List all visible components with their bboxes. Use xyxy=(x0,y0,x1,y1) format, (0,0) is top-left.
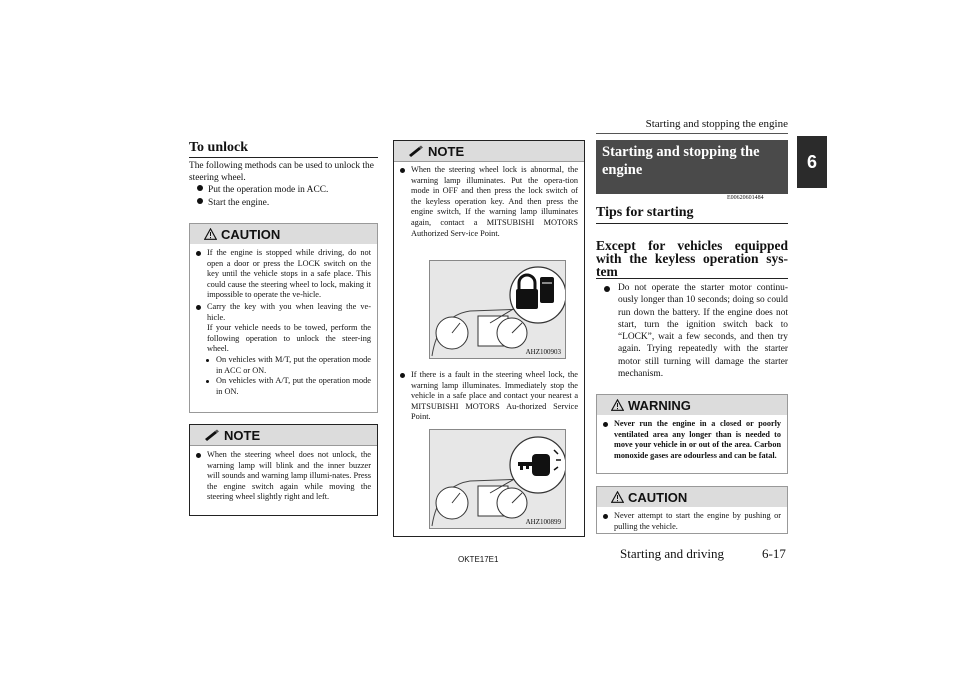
illustration-code: AHZ100899 xyxy=(525,518,561,526)
pencil-note-icon xyxy=(204,429,220,441)
running-header: Starting and stopping the engine xyxy=(645,118,788,130)
list-item: If there is a fault in the steering wheel lock, the warning lamp illuminates. Immediately stop the vehicle in a safe place and contact your nearest a MITSUBISHI MOTORS Au-thorized Service Point. xyxy=(400,370,578,423)
col1-intro xyxy=(189,160,379,209)
banner-code: E00620601484 xyxy=(727,195,764,201)
warning-triangle-icon xyxy=(611,491,624,503)
caution-box xyxy=(189,223,378,413)
sub-item: On vehicles with A/T, put the operation mode in ON. xyxy=(196,376,371,397)
bullet-item: Put the operation mode in ACC. xyxy=(189,184,379,196)
heading-except-keyless: Except for vehicles equipped with the keyless operation sys-tem xyxy=(596,238,788,279)
instrument-cluster-lock-icon xyxy=(430,261,565,358)
illustration-code: AHZ100903 xyxy=(525,348,561,356)
list-item: Carry the key with you when leaving the ve-hicle. If your vehicle needs to be towed, perform the following operation to unlock the steer-ing wheel. On vehicles with M/T, put the operation mode in ACC or ON. On vehicles with A/T, put the operation mode in ON. xyxy=(196,302,371,397)
caution-body xyxy=(597,507,787,537)
intro-text: The following methods can be used to unlock the steering wheel. xyxy=(189,161,374,184)
sub-item: On vehicles with M/T, put the operation mode in ACC or ON. xyxy=(196,355,371,376)
section-banner: Starting and stopping the engine xyxy=(596,140,788,194)
bullet-icon xyxy=(197,185,203,191)
caution-header: CAUTION xyxy=(597,487,787,507)
dashboard-key-illustration xyxy=(429,429,566,529)
list-item: Do not operate the starter motor continu-ously longer than 10 seconds; doing so could run down the battery. If the engine does not start, turn the ignition switch back to “LOCK”, wait a few seconds, and then try again. Trying repeatedly with the starter motor still turning will damage the starter mechanism. xyxy=(604,282,788,380)
instrument-cluster-key-icon xyxy=(430,430,565,528)
footer-section: Starting and driving xyxy=(620,546,724,561)
header-rule xyxy=(596,133,788,134)
bullet-icon xyxy=(604,286,610,292)
warning-triangle-icon xyxy=(204,228,217,240)
warning-header: WARNING xyxy=(597,395,787,415)
heading-tips-for-starting: Tips for starting xyxy=(596,205,788,224)
caution-body xyxy=(190,244,377,402)
warning-triangle-icon xyxy=(611,399,624,411)
caution-header: CAUTION xyxy=(190,224,377,244)
note-body-2 xyxy=(394,366,584,428)
note-body xyxy=(394,162,584,244)
warning-box xyxy=(596,394,788,474)
list-item: When the steering wheel lock is abnormal, the warning lamp illuminates. Put the opera-tion mode in OFF and then press the lock switch of the keyless operation key. And then press the engine switch, If the warning lamp illuminates again, contact a MITSUBISHI MOTORS Authorized Serv-ice Point. xyxy=(400,165,578,239)
warning-body xyxy=(597,415,787,466)
list-item: Never attempt to start the engine by pushing or pulling the vehicle. xyxy=(603,511,781,532)
note-body xyxy=(190,446,377,508)
page-number: 6-17 xyxy=(762,546,786,561)
bullet-item: Start the engine. xyxy=(189,197,379,209)
section-title-to-unlock: To unlock xyxy=(189,140,378,158)
list-item: Never run the engine in a closed or poorly ventilated area any longer than is needed to move your vehicle in or out of the area. Carbon monoxide gases are odourless and can be fatal. xyxy=(603,419,781,461)
list-item: If the engine is stopped while driving, do not open a door or press the LOCK switch on the key until the vehicle stops in a safe place. This could cause the steering wheel to lock, making it impossible to operate the ve-hicle. xyxy=(196,248,371,301)
bullet-icon xyxy=(197,198,203,204)
pencil-note-icon xyxy=(408,145,424,157)
dashboard-lock-illustration xyxy=(429,260,566,359)
note-box-steering-lock xyxy=(393,140,585,537)
note-box xyxy=(189,424,378,516)
chapter-tab: 6 xyxy=(797,136,827,188)
note-header: NOTE xyxy=(394,141,584,162)
footer-code: OKTE17E1 xyxy=(458,555,499,564)
caution-box-start xyxy=(596,486,788,534)
note-header: NOTE xyxy=(190,425,377,446)
starting-paragraph xyxy=(604,282,788,380)
list-item: When the steering wheel does not unlock, the warning lamp will blink and the inner buzzer will sounds and warning lamp illumi-nates. Press the engine switch again while moving the steering wheel slightly right and left. xyxy=(196,450,371,503)
